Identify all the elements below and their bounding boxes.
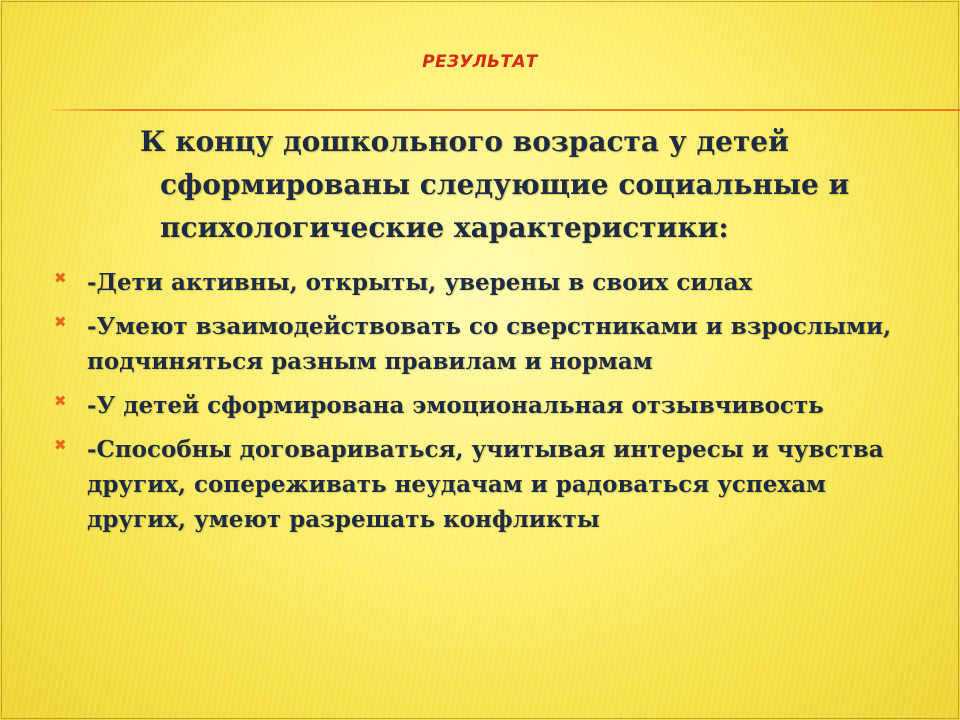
list-item-text: -У детей сформирована эмоциональная отзывчивость xyxy=(87,392,824,419)
slide-title: РЕЗУЛЬТАТ xyxy=(422,52,538,72)
bullet-list xyxy=(50,265,930,546)
list-item xyxy=(50,388,930,423)
intro-heading: К концу дошкольного возраста у детей сформированы следующие социальные и психологические характеристики: xyxy=(140,125,850,244)
list-item-text: -Дети активны, открыты, уверены в своих силах xyxy=(87,269,753,296)
title-divider xyxy=(52,109,960,111)
x-mark-icon: ✖ xyxy=(54,313,67,331)
x-mark-icon: ✖ xyxy=(54,269,67,287)
list-item-text: -Умеют взаимодействовать со сверстниками и взрослыми, подчиняться разным правилам и нормам xyxy=(87,313,892,375)
x-mark-icon: ✖ xyxy=(54,392,67,410)
list-item xyxy=(50,265,930,300)
list-item xyxy=(50,432,930,537)
list-item xyxy=(50,309,930,379)
x-mark-icon: ✖ xyxy=(54,436,67,454)
list-item-text: -Способны договариваться, учитывая интересы и чувства других, сопереживать неудачам и радоваться успехам других, умеют разрешать конфликты xyxy=(87,436,884,533)
